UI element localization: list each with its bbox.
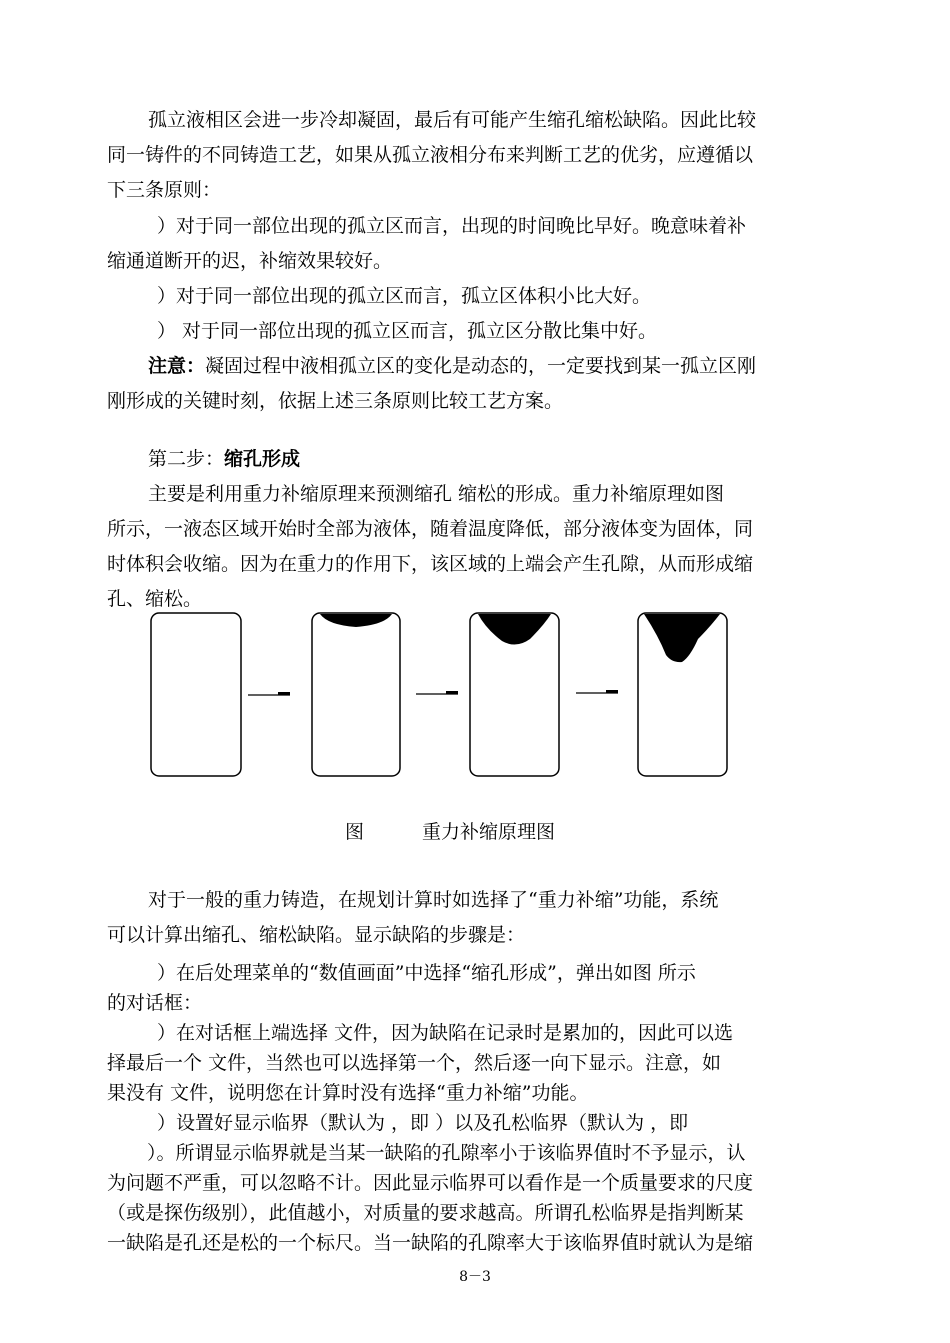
liquid-region-stage-2 — [312, 613, 400, 776]
principle-line: ） 对于同一部位出现的孤立区而言，孤立区分散比集中好。 — [157, 320, 658, 342]
note-line: 刚形成的关键时刻，依据上述三条原则比较工艺方案。 — [107, 390, 564, 412]
body-line: 同一铸件的不同铸造工艺，如果从孤立液相分布来判断工艺的优劣，应遵循以 — [107, 144, 754, 166]
principle-line: ）对于同一部位出现的孤立区而言，出现的时间晚比早好。晚意味着补 — [157, 215, 747, 237]
principle-line: 缩通道断开的迟，补缩效果较好。 — [107, 250, 393, 272]
step-line: （或是探伤级别），此值越小，对质量的要求越高。所谓孔松临界是指判断某 — [107, 1202, 744, 1224]
section-title: 缩孔形成 — [224, 448, 301, 470]
gravity-feeding-diagram — [140, 605, 740, 790]
arrow-head-3 — [606, 690, 618, 693]
liquid-region-stage-1 — [151, 613, 241, 776]
step-line: 的对话框： — [107, 992, 203, 1014]
shrinkage-cavity-stage-2 — [320, 614, 392, 627]
shrinkage-cavity-stage-3 — [478, 614, 551, 645]
body-line: 对于一般的重力铸造，在规划计算时如选择了“重力补缩”功能，系统 — [148, 889, 719, 911]
body-line: 可以计算出缩孔、缩松缺陷。显示缺陷的步骤是： — [107, 924, 526, 946]
principle-line: ）对于同一部位出现的孤立区而言，孤立区体积小比大好。 — [157, 285, 652, 307]
body-line: 时体积会收缩。因为在重力的作用下，该区域的上端会产生孔隙，从而形成缩 — [107, 553, 754, 575]
note-text: 凝固过程中液相孤立区的变化是动态的，一定要找到某一孤立区刚 — [205, 355, 757, 377]
step-line: 一缺陷是孔还是松的一个标尺。当一缺陷的孔隙率大于该临界值时就认为是缩 — [107, 1232, 754, 1254]
step-line: 择最后一个 文件，当然也可以选择第一个，然后逐一向下显示。注意，如 — [107, 1052, 722, 1074]
step-line: ）设置好显示临界（默认为 ，即 ）以及孔松临界（默认为 ，即 — [157, 1112, 689, 1134]
step-line: 为问题不严重，可以忽略不计。因此显示临界可以看作是一个质量要求的尺度 — [107, 1172, 754, 1194]
body-line: 下三条原则： — [107, 179, 222, 201]
body-line: 孔、缩松。 — [107, 588, 203, 610]
page-number: 8－3 — [459, 1269, 491, 1285]
step-line: ）在对话框上端选择 文件，因为缺陷在记录时是累加的，因此可以选 — [157, 1022, 734, 1044]
section-heading — [148, 447, 300, 471]
note-line — [148, 354, 756, 378]
body-line: 孤立液相区会进一步冷却凝固，最后有可能产生缩孔缩松缺陷。因此比较 — [148, 109, 757, 131]
shrinkage-cavity-stage-4 — [644, 614, 720, 662]
step-line: ）。所谓显示临界就是当某一缺陷的孔隙率小于该临界值时不予显示，认 — [147, 1142, 746, 1164]
arrow-head-2 — [446, 691, 458, 694]
figure-caption: 重力补缩原理图 — [422, 821, 556, 843]
body-line: 所示，一液态区域开始时全部为液体，随着温度降低，部分液体变为固体，同 — [107, 518, 754, 540]
body-line: 主要是利用重力补缩原理来预测缩孔 缩松的形成。重力补缩原理如图 — [148, 483, 725, 505]
section-prefix: 第二步： — [148, 448, 225, 470]
figure-label: 图 — [345, 821, 365, 843]
step-line: 果没有 文件，说明您在计算时没有选择“重力补缩”功能。 — [107, 1082, 589, 1104]
step-line: ）在后处理菜单的“数值画面”中选择“缩孔形成”，弹出如图 所示 — [157, 962, 696, 984]
arrow-head-1 — [278, 692, 290, 695]
note-label: 注意： — [148, 355, 206, 377]
